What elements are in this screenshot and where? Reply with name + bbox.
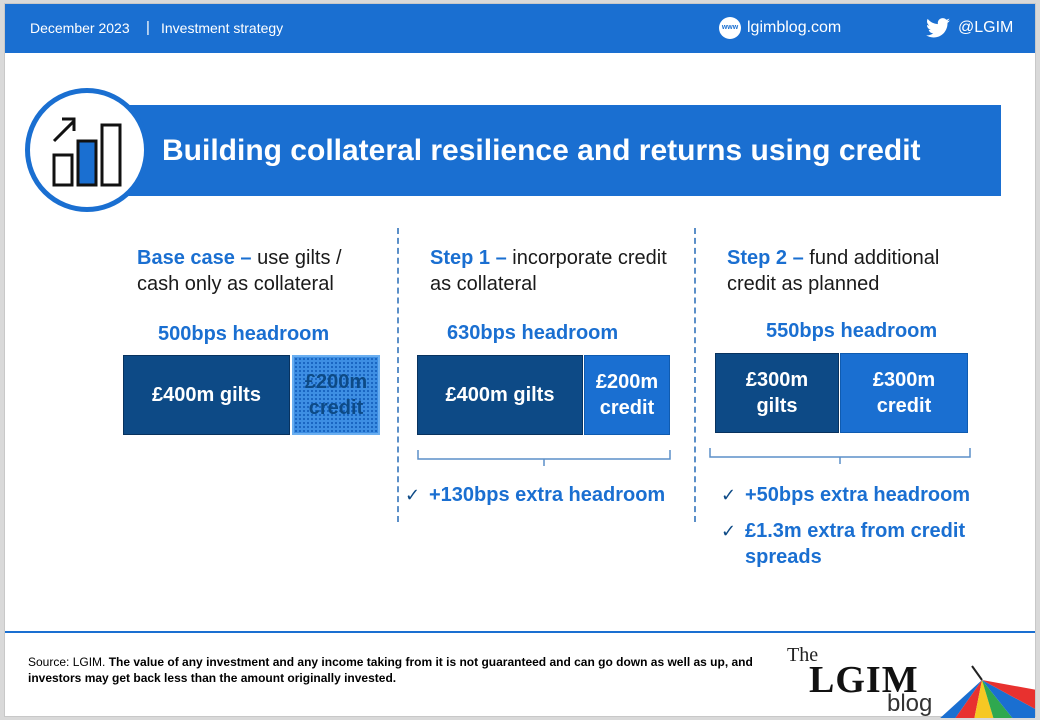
- bar-chart-growth-icon: [48, 107, 126, 191]
- step2-heading: [727, 245, 977, 297]
- step2-label: Step 2 –: [727, 247, 804, 269]
- step2-check-text-1: +50bps extra headroom: [745, 484, 971, 506]
- step2-headroom: 550bps headroom: [766, 320, 938, 342]
- step1-gilts-block: £400m gilts: [417, 355, 583, 435]
- step1-description: incorporate credit as collateral: [430, 247, 667, 295]
- step2-brace: [709, 447, 971, 465]
- step2-check-item: [721, 518, 1001, 570]
- step1-headroom: 630bps headroom: [447, 322, 619, 344]
- header-date: December 2023: [30, 20, 130, 36]
- www-globe-icon: www: [719, 17, 741, 39]
- slide-frame: [4, 3, 1036, 717]
- base-case-heading: [137, 245, 387, 297]
- title-banner: [127, 105, 1001, 196]
- source-label: Source: LGIM.: [28, 655, 109, 669]
- base-case-credit-block: £200m credit: [292, 355, 380, 435]
- lgim-blog-logo: [787, 640, 1035, 718]
- chart-growth-icon-badge: [25, 88, 149, 212]
- step1-label: Step 1 –: [430, 247, 507, 269]
- header-separator: |: [146, 19, 150, 36]
- base-case-gilts-block: £400m gilts: [123, 355, 290, 435]
- base-case-headroom: 500bps headroom: [158, 323, 330, 345]
- logo-lgim: LGIM: [809, 659, 919, 701]
- step2-check-item: [721, 482, 970, 508]
- checkmark-icon: ✓: [721, 521, 737, 541]
- base-case-label: Base case –: [137, 247, 252, 269]
- top-bar: [5, 4, 1035, 53]
- step1-check-item: [405, 482, 665, 508]
- step2-credit-block: £300m credit: [840, 353, 968, 433]
- blog-site-link[interactable]: lgimblog.com: [747, 19, 842, 36]
- column-divider: [397, 228, 399, 522]
- header-section: Investment strategy: [161, 20, 284, 36]
- step1-credit-block: £200m credit: [584, 355, 670, 435]
- step1-heading: [430, 245, 670, 297]
- step1-brace: [417, 449, 671, 467]
- disclaimer-text: The value of any investment and any income taking from it is not guaranteed and can go down as well as up, and investors may get back less than the amount originally invested.: [28, 655, 753, 685]
- base-case-description: use gilts / cash only as collateral: [137, 247, 342, 295]
- footer-divider: [5, 631, 1035, 633]
- footer-source: [28, 654, 788, 686]
- twitter-bird-icon[interactable]: [926, 18, 950, 38]
- step2-gilts-block: £300m gilts: [715, 353, 839, 433]
- logo-the: The: [787, 644, 819, 666]
- logo-blog: blog: [887, 690, 933, 717]
- step2-description: fund additional credit as planned: [727, 247, 940, 295]
- page-title: Building collateral resilience and returns using credit: [162, 134, 921, 167]
- step2-check-text-2: £1.3m extra from credit spreads: [745, 520, 966, 568]
- step1-check-text: +130bps extra headroom: [429, 484, 666, 506]
- checkmark-icon: ✓: [721, 485, 737, 505]
- checkmark-icon: ✓: [405, 485, 421, 505]
- twitter-handle[interactable]: @LGIM: [958, 19, 1014, 36]
- column-divider: [694, 228, 696, 522]
- umbrella-logo-icon: [927, 650, 1035, 718]
